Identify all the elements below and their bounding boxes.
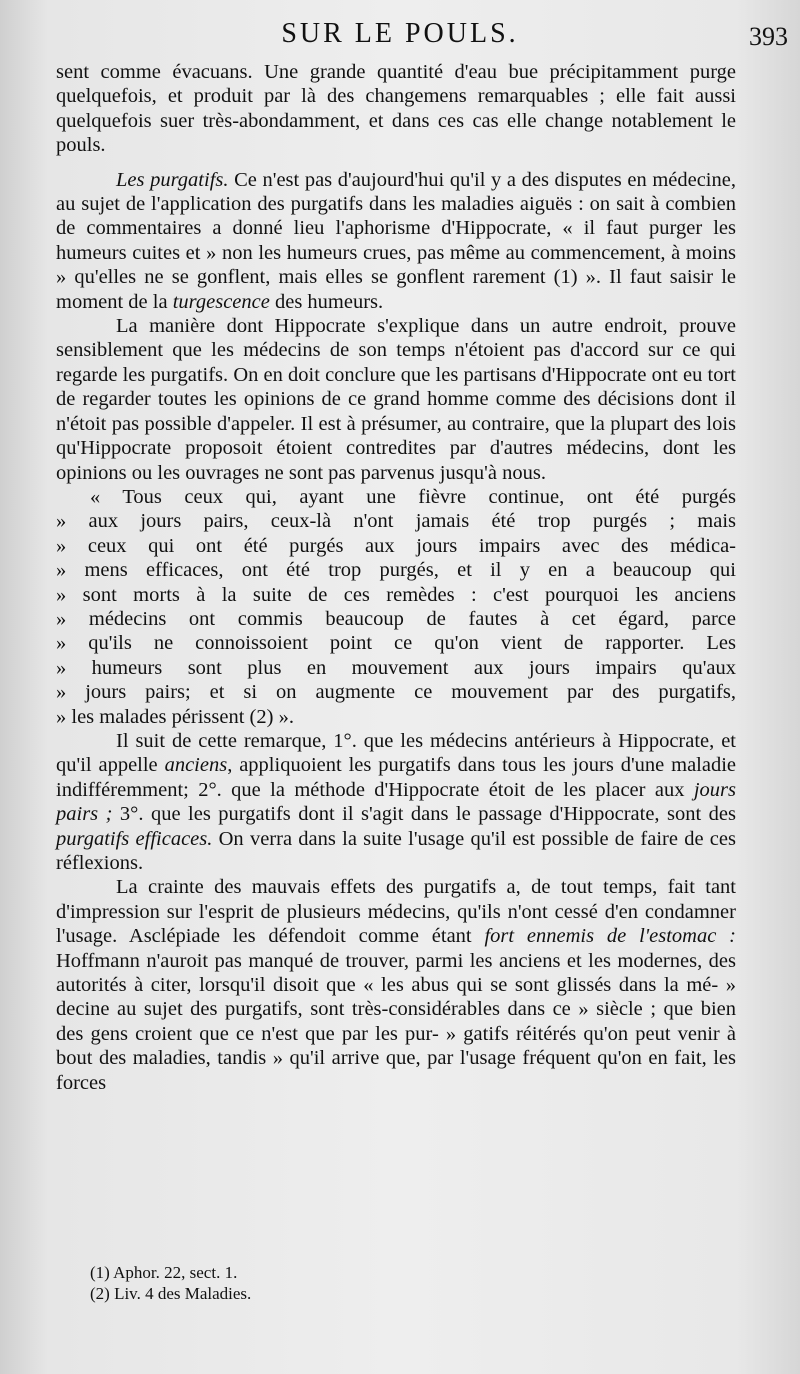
quote-line-3: » ceux qui ont été purgés aux jours impairs avec des médica- xyxy=(56,534,736,557)
paragraph-2 xyxy=(56,168,736,314)
paragraph-5-text-b: , appliquoient les purgatifs dans tous les jours d'une maladie indifféremment; 2°. que la méthode d'Hippocrate étoit de les placer aux xyxy=(56,754,737,801)
paragraph-5 xyxy=(56,729,736,875)
paragraph-3-text: La manière dont Hippocrate s'explique dans un autre endroit, prouve sensiblement que les médecins de son temps n'étoient pas d'accord sur ce qui regarde les purgatifs. On en doit conclure que les partisans d'Hippocrate ont eu tort de regarder toutes les opinions de ce grand homme comme des décisions dont il n'étoit pas possible d'appeler. Il est à présumer, au contraire, que la plupart des lois qu'Hippocrate proposoit étoient contredites par d'autres médecins, dont les opinions ou les ouvrages ne sont pas parvenus jusqu'à nous. xyxy=(56,315,736,484)
paragraph-5-text-c: 3°. que les purgatifs dont il s'agit dans le passage d'Hippocrate, sont des xyxy=(112,803,736,826)
page-body xyxy=(56,60,736,1095)
footnote-1: (1) Aphor. 22, sect. 1. xyxy=(90,1263,238,1282)
paragraph-2-text: Ce n'est pas d'aujourd'hui qu'il y a des disputes en médecine, au sujet de l'application des purgatifs dans les maladies aiguës : on sait à combien de commentaires a donné lieu l'aphorisme d'Hippocrate, « il faut purger les humeurs cuites et » non les humeurs crues, pas même au commencement, à moins » qu'elles ne se gonflent, mais elles se gonflent rarement (1) ». Il faut saisir le moment de la xyxy=(56,168,736,313)
paragraph-4-quote xyxy=(56,485,736,729)
paragraph-2-tail: des humeurs. xyxy=(269,290,384,313)
paragraph-2-italic-word: turgescence xyxy=(172,290,270,313)
quote-line-4: » mens efficaces, ont été trop purgés, et il y en a beaucoup qui xyxy=(56,559,736,582)
paragraph-5-italic-b: jours pairs ; xyxy=(56,778,736,826)
paragraph-5-italic-c: purgatifs efficaces. xyxy=(56,827,213,850)
footnotes xyxy=(90,1262,490,1304)
paragraph-2-lead: Les purgatifs. xyxy=(116,168,229,191)
paragraph-6-italic-a: fort ennemis de l'estomac : xyxy=(484,925,736,948)
quote-line-1: « Tous ceux qui, ayant une fièvre continue, ont été purgés xyxy=(90,485,736,508)
paragraph-5-text-a: Il suit de cette remarque, 1°. que les médecins antérieurs à Hippocrate, et qu'il appelle xyxy=(56,729,736,777)
running-title: SUR LE POULS. xyxy=(281,18,519,49)
footnote-2: (2) Liv. 4 des Maladies. xyxy=(90,1284,252,1303)
quote-line-8: » humeurs sont plus en mouvement aux jours impairs qu'aux xyxy=(56,656,736,679)
quote-line-5: » sont morts à la suite de ces remèdes : c'est pourquoi les anciens xyxy=(56,583,736,606)
paragraph-3 xyxy=(56,314,736,485)
quote-line-9: » jours pairs; et si on augmente ce mouvement par des purgatifs, xyxy=(56,681,736,704)
paragraph-5-text-d: On verra dans la suite l'usage qu'il est possible de faire de ces réflexions. xyxy=(56,827,736,874)
paragraph-6-text-b: Hoffmann n'auroit pas manqué de trouver, parmi les anciens et les modernes, des autorités à citer, lorsqu'il disoit que « les abus qui se sont glissés dans la mé- » decine au sujet des purgatifs, sont très-considérables dans ce » siècle ; que bien des gens croient que ce n'est que par les pur- » gatifs réitérés qu'on peut venir à bout des maladies, tandis » qu'il arrive que, par l'usage fréquent qu'on en fait, les forces xyxy=(56,949,736,1094)
paragraph-1 xyxy=(56,60,736,158)
quote-line-7: » qu'ils ne connoissoient point ce qu'on vient de rapporter. Les xyxy=(56,632,736,655)
paragraph-1-text: sent comme évacuans. Une grande quantité d'eau bue précipitamment purge quelquefois, et produit par là des changemens remarquables ; elle fait aussi quelquefois suer très-abondamment, et dans ces cas elle change notablement le pouls. xyxy=(56,61,736,157)
quote-line-6: » médecins ont commis beaucoup de fautes à cet égard, parce xyxy=(56,607,736,630)
quote-line-2: » aux jours pairs, ceux-là n'ont jamais été trop purgés ; mais xyxy=(56,510,736,533)
paragraph-6-text-a: La crainte des mauvais effets des purgatifs a, de tout temps, fait tant d'impression sur l'esprit de plusieurs médecins, qu'ils n'ont cessé d'en condamner l'usage. Asclépiade les défendoit comme étant xyxy=(56,876,736,948)
paragraph-6 xyxy=(56,875,736,1095)
paragraph-5-italic-a: anciens xyxy=(164,754,228,777)
page-number: 393 xyxy=(749,22,788,51)
quote-line-10: » les malades périssent (2) ». xyxy=(56,705,294,728)
page-header xyxy=(0,18,800,58)
